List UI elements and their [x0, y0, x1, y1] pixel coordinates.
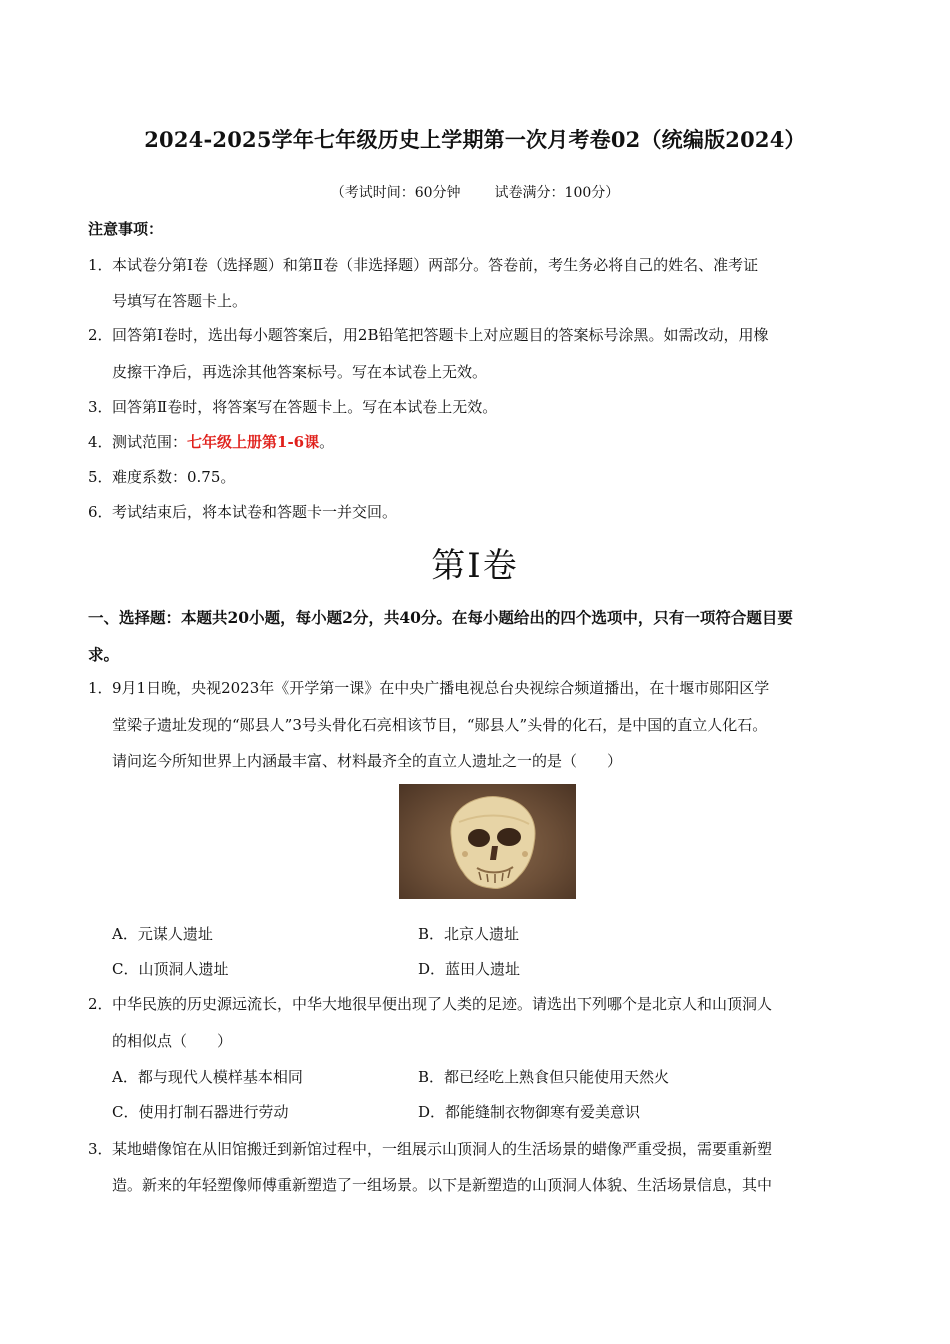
option-1b: B．北京人遗址: [418, 925, 520, 943]
option-1c: C．山顶洞人遗址: [112, 960, 229, 978]
notice-item-2: [88, 324, 769, 345]
skull-fossil-image: [399, 784, 576, 899]
question-text: 9月1日晚，央视2023年《开学第一课》在中央广播电视总台央视综合频道播出，在十堰市郧阳区学: [112, 679, 770, 697]
notice-item-1-continued: 号填写在答题卡上。: [112, 292, 248, 310]
skull-icon: [399, 784, 576, 899]
notice-heading: 注意事项：: [88, 220, 164, 238]
question-1-line-3: 请问迄今所知世界上内涵最丰富、材料最齐全的直立人遗址之一的是（ ）: [112, 752, 623, 770]
option-2c: C．使用打制石器进行劳动: [112, 1103, 289, 1121]
exam-title: 2024-2025学年七年级历史上学期第一次月考卷02（统编版2024）: [144, 127, 806, 152]
option-2b: B．都已经吃上熟食但只能使用天然火: [418, 1068, 670, 1086]
exam-info: [0, 182, 950, 202]
notice-number: 4．: [88, 433, 113, 451]
notice-text: 考试结束后，将本试卷和答题卡一并交回。: [112, 503, 398, 521]
notice-number: 5．: [88, 468, 113, 486]
question-text: 某地蜡像馆在从旧馆搬迁到新馆过程中，一组展示山顶洞人的生活场景的蜡像严重受损，需要重新塑: [112, 1140, 773, 1158]
volume-title: 第Ⅰ卷: [431, 546, 519, 586]
notice-text: 测试范围：: [112, 433, 188, 451]
question-number: 1．: [88, 679, 113, 697]
section-heading-continued: 求。: [88, 645, 120, 664]
section-heading: 一、选择题：本题共20小题，每小题2分，共40分。在每小题给出的四个选项中，只有一项符合题目要: [88, 608, 793, 627]
notice-item-1: [88, 254, 758, 275]
notice-number: 3．: [88, 398, 113, 416]
question-2: [88, 993, 772, 1014]
notice-text: 本试卷分第Ⅰ卷（选择题）和第Ⅱ卷（非选择题）两部分。答卷前，考生务必将自己的姓名、准考证: [112, 256, 759, 274]
notice-text-end: 。: [319, 433, 335, 451]
notice-item-4: [88, 431, 334, 452]
option-1d: D．蓝田人遗址: [418, 960, 521, 978]
option-2d: D．都能缝制衣物御寒有爱美意识: [418, 1103, 641, 1121]
question-3-line-2: 造。新来的年轻塑像师傅重新塑造了一组场景。以下是新塑造的山顶洞人体貌、生活场景信息，其中: [112, 1176, 773, 1194]
notice-number: 1．: [88, 256, 113, 274]
notice-text: 回答第Ⅱ卷时，将答案写在答题卡上。写在本试卷上无效。: [112, 398, 498, 416]
option-2a: A．都与现代人模样基本相同: [112, 1068, 303, 1086]
question-number: 2．: [88, 995, 113, 1013]
question-1: [88, 677, 769, 698]
notice-item-6: [88, 501, 397, 522]
notice-number: 6．: [88, 503, 113, 521]
exam-full-score: 试卷满分：100分）: [494, 185, 620, 201]
test-scope-highlight: 七年级上册第1-6课: [187, 433, 320, 451]
question-2-line-2: 的相似点（ ）: [112, 1032, 233, 1050]
exam-time: （考试时间：60分钟: [330, 185, 461, 201]
notice-text: 难度系数：0.75。: [112, 468, 236, 486]
question-3: [88, 1138, 772, 1159]
question-number: 3．: [88, 1140, 113, 1158]
notice-item-3: [88, 396, 497, 417]
notice-item-2-continued: 皮擦干净后，再选涂其他答案标号。写在本试卷上无效。: [112, 363, 488, 381]
notice-number: 2．: [88, 326, 113, 344]
option-1a: A．元谋人遗址: [112, 925, 213, 943]
question-text: 中华民族的历史源远流长，中华大地很早便出现了人类的足迹。请选出下列哪个是北京人和山顶洞人: [112, 995, 773, 1013]
notice-item-5: [88, 466, 235, 487]
question-1-line-2: 堂梁子遗址发现的“郧县人”3号头骨化石亮相该节目，“郧县人”头骨的化石，是中国的直立人化石。: [112, 716, 768, 734]
notice-text: 回答第Ⅰ卷时，选出每小题答案后，用2B铅笔把答题卡上对应题目的答案标号涂黑。如需改动，用橡: [112, 326, 769, 344]
